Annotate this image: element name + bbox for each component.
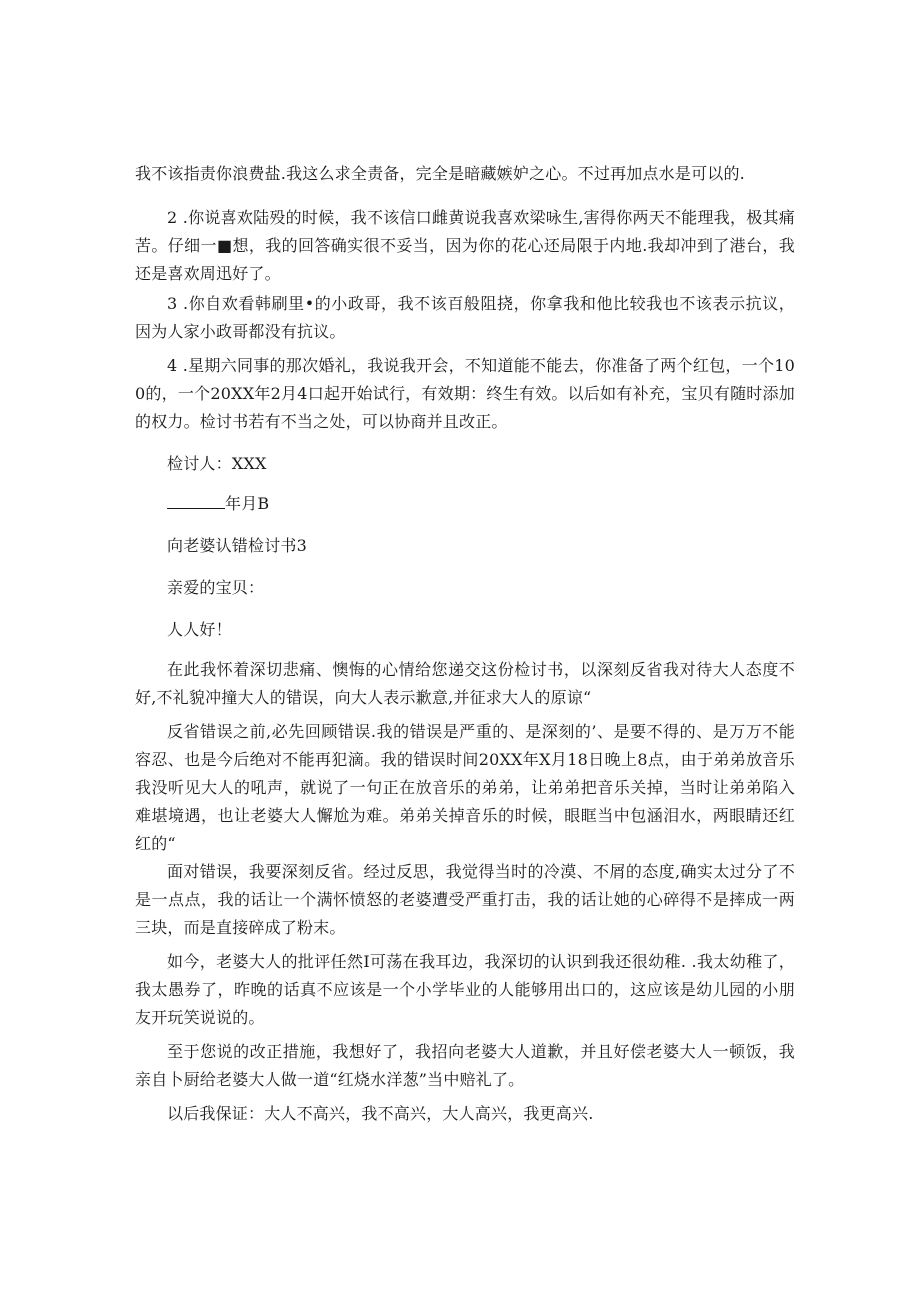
paragraph-3: 3 .你自欢看韩刷里•的小政哥，我不该百般阻挠，你拿我和他比较我也不该表示抗议，因为人家小政哥都没有抗议。 xyxy=(135,294,795,341)
paragraph-1: 我不该指责你浪费盐.我这么求全责备，完全是暗藏嫉妒之心。不过再加点水是可以的. xyxy=(135,164,745,183)
signature-line: 检讨人：XXX xyxy=(167,454,267,473)
paragraph-reflection: 面对错误，我要深刻反省。经过反思，我觉得当时的冷漠、不屑的态度,确实太过分了不是一点点，我的话让一个满怀愤怒的老婆遭受严重打击，我的话让她的心碎得不是摔成一两三块，而是直接碎成了粉末。 xyxy=(135,862,795,937)
date-line xyxy=(135,490,795,518)
paragraph-4: 4 .星期六同事的那次婚礼，我说我开会，不知道能不能去，你准备了两个红包，一个100的，一个20XX年2月4口起开始试行，有效期：终生有效。以后如有补充，宝贝有随时添加的权力。检讨书若有不当之处，可以协商并且改正。 xyxy=(135,356,795,431)
date-label: 年月B xyxy=(225,494,270,513)
salutation: 亲爱的宝贝： xyxy=(167,578,265,597)
date-blank xyxy=(167,494,225,509)
paragraph-realization: 如今，老婆大人的批评任然I可荡在我耳边，我深切的认识到我还很幼稚. .我太幼稚了，我太愚券了，昨晚的话真不应该是一个小学毕业的人能够用出口的，这应该是幼儿园的小朋友开玩笑说说的。 xyxy=(135,952,795,1027)
paragraph-correction: 至于您说的改正措施，我想好了，我招向老婆大人道歉，并且好偿老婆大人一顿饭，我亲自卜厨给老婆大人做一道“红烧水洋葱”当中赔礼了。 xyxy=(135,1042,795,1089)
paragraph-promise: 以后我保证：大人不高兴，我不高兴，大人高兴，我更高兴. xyxy=(167,1104,594,1123)
greeting: 人人好！ xyxy=(167,620,232,639)
paragraph-review: 反省错误之前,必先回顾错误.我的错误是严重的、是深刻的’、是要不得的、是万万不能容忍、也是今后绝对不能再犯滴。我的错误时间20XX年X月18日晚上8点，由于弟弟放音乐我没听见大人的吼声，就说了一句正在放音乐的弟弟，让弟弟把音乐关掉，当时让弟弟陷入难堪境遇，也让老婆大人懈尬为难。弟弟关掉音乐的时候，眼眶当中包涵泪水，两眼睛还红红的“ xyxy=(135,722,795,853)
paragraph-2: 2 .你说喜欢陆殁的时候，我不该信口雌黄说我喜欢梁咏生,害得你两天不能理我，极其痛苦。仔细一■想，我的回答确实很不妥当，因为你的花心还局限于内地.我却冲到了港台，我还是喜欢周迅好了。 xyxy=(135,208,795,283)
paragraph-intro: 在此我怀着深切悲痛、懊悔的心情给您递交这份检讨书，以深刻反省我对待大人态度不好,不礼貌冲撞大人的错误，向大人表示歉意,并征求大人的原谅“ xyxy=(135,660,795,707)
section-title: 向老婆认错检讨书3 xyxy=(167,536,307,555)
